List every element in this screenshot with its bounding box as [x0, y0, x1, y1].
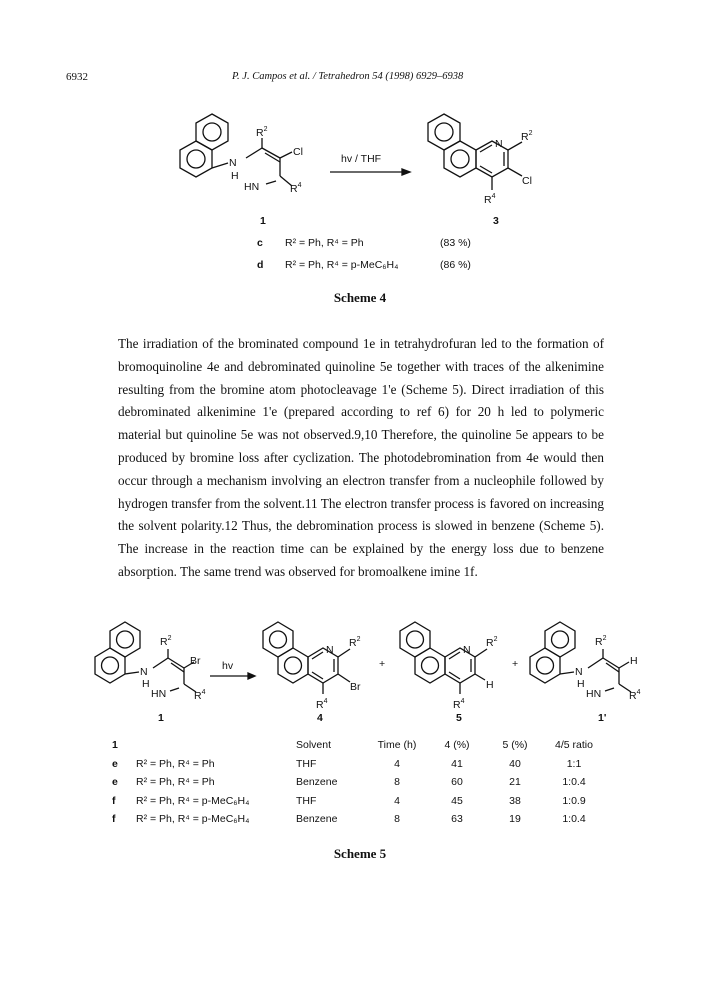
- s5-5-r2: $R^2$: [486, 636, 498, 649]
- s5-4-n: N: [326, 644, 334, 656]
- header-time: Time (h): [377, 739, 417, 752]
- label-r4-product: $R^4$: [484, 193, 496, 206]
- row-d-letter: d: [257, 259, 264, 271]
- cell-letter: e: [112, 757, 118, 770]
- header-substituents: [136, 736, 296, 755]
- row-c-letter: c: [257, 237, 263, 249]
- table-row: [112, 755, 604, 774]
- cell-yield-4: 41: [451, 757, 463, 770]
- s5-4-r2: $R^2$: [349, 636, 361, 649]
- cell-yield-4: 45: [451, 794, 463, 807]
- label-r2: $R^2$: [256, 126, 268, 139]
- table-row: [112, 810, 604, 829]
- s5-5-r4: $R^4$: [453, 698, 465, 711]
- s5-1p-hn: HN: [586, 688, 602, 700]
- plus-sign-2: +: [512, 658, 519, 670]
- running-citation: P. J. Campos et al. / Tetrahedron 54 (1998) 6929–6938: [232, 71, 464, 82]
- cell-time: 4: [394, 757, 400, 770]
- label-cl-product: Cl: [522, 175, 532, 187]
- cell-ratio: 1:0.4: [562, 813, 586, 826]
- s5-1p-r2: $R^2$: [595, 635, 607, 648]
- cell-ratio: 1:0.9: [562, 794, 586, 807]
- s5-1p-h: H: [577, 678, 585, 690]
- s5-label-h: H: [142, 678, 150, 690]
- table-row: [112, 773, 604, 792]
- row-c-yield: (83 %): [440, 237, 471, 249]
- label-n: N: [229, 157, 237, 169]
- s5-1p-r4: $R^4$: [629, 689, 641, 702]
- cell-letter: f: [112, 794, 116, 807]
- s5-1p-h-top: H: [630, 655, 638, 667]
- cell-ratio: 1:0.4: [562, 776, 586, 789]
- page-number: 6932: [66, 71, 88, 83]
- s5-1p-n: N: [575, 666, 583, 678]
- s5-id-1prime: 1': [598, 712, 607, 724]
- compound-id-3: 3: [493, 215, 499, 227]
- label-cl: Cl: [293, 146, 303, 158]
- cell-yield-5: 21: [509, 776, 521, 789]
- label-r2-product: $R^2$: [521, 130, 533, 143]
- compound-id-1: 1: [260, 215, 266, 227]
- label-r4: $R^4$: [290, 182, 302, 195]
- cell-yield-5: 40: [509, 757, 521, 770]
- header-yield-5: 5 (%): [502, 739, 528, 752]
- cell-yield-4: 60: [451, 776, 463, 789]
- plus-sign-1: +: [379, 658, 386, 670]
- label-h: H: [231, 170, 239, 182]
- s5-label-hn: HN: [151, 688, 167, 700]
- label-n-product: N: [495, 138, 503, 150]
- s5-4-br: Br: [350, 681, 361, 693]
- cell-substituents: R² = Ph, R⁴ = Ph: [136, 776, 215, 789]
- cell-substituents: R² = Ph, R⁴ = Ph: [136, 757, 215, 770]
- cell-time: 8: [394, 776, 400, 789]
- label-hn: HN: [244, 181, 260, 193]
- table-row: [112, 792, 604, 811]
- cell-solvent: THF: [296, 794, 317, 807]
- cell-letter: f: [112, 813, 116, 826]
- s5-label-r4: $R^4$: [194, 689, 206, 702]
- row-c-substituents: R² = Ph, R⁴ = Ph: [285, 237, 364, 249]
- cell-yield-4: 63: [451, 813, 463, 826]
- scheme5-labels: [0, 614, 720, 724]
- s5-label-br: Br: [190, 655, 201, 667]
- cell-yield-5: 38: [509, 794, 521, 807]
- scheme4-caption: Scheme 4: [333, 290, 387, 305]
- cell-time: 8: [394, 813, 400, 826]
- header-ratio: 4/5 ratio: [555, 739, 593, 752]
- table-header-row: [112, 736, 604, 755]
- cell-ratio: 1:1: [566, 757, 582, 770]
- row-d-substituents: R² = Ph, R⁴ = p-MeC₆H₄: [285, 259, 399, 271]
- s5-5-h: H: [486, 679, 494, 691]
- scheme5-table: [112, 736, 604, 829]
- s5-label-n: N: [140, 666, 148, 678]
- body-paragraph: The irradiation of the brominated compound 1e in tetrahydrofuran led to the formation of bromoquinoline 4e and debrominated quinoline 5e together with traces of the alkenimine resulting from the bromine atom photocleavage 1'e (Scheme 5). Direct irradiation of this debrominated alkenimine 1'e (prepared according to ref 6) for 20 h led to polymeric material but quinoline 5e was not observed.9,10 Therefore, the quinoline 5e appears to be produced by bromine loss after cyclization. The photodebromination from 4e would then occur through a mechanism involving an electron transfer from a nucleophile followed by hydrogen transfer from the solvent.11 The electron transfer process is favored on increasing the solvent polarity.12 Thus, the debromination process is slowed in benzene (Scheme 5). The increase in the reaction time can be explained by the energy loss due to benzene absorption. The same trend was observed for bromoalkene imine 1f.: [118, 336, 604, 579]
- cell-substituents: R² = Ph, R⁴ = p-MeC₆H₄: [136, 794, 250, 807]
- header-solvent: Solvent: [296, 739, 332, 752]
- cell-time: 4: [394, 794, 400, 807]
- cell-solvent: Benzene: [296, 813, 338, 826]
- s5-arrow-label: hv: [222, 660, 234, 672]
- s5-id-5: 5: [456, 712, 462, 724]
- arrow-label-hv-thf: hv / THF: [341, 153, 382, 165]
- s5-id-4: 4: [317, 712, 323, 724]
- cell-letter: e: [112, 776, 118, 789]
- cell-substituents: R² = Ph, R⁴ = p-MeC₆H₄: [136, 813, 250, 826]
- cell-yield-5: 19: [509, 813, 521, 826]
- s5-id-1: 1: [158, 712, 164, 724]
- scheme5-caption: Scheme 5: [333, 846, 387, 861]
- cell-solvent: Benzene: [296, 776, 338, 789]
- header-yield-4: 4 (%): [444, 739, 470, 752]
- s5-4-r4: $R^4$: [316, 698, 328, 711]
- s5-label-r2: $R^2$: [160, 635, 172, 648]
- row-d-yield: (86 %): [440, 259, 471, 271]
- header-compound: 1: [112, 739, 118, 752]
- s5-5-n: N: [463, 644, 471, 656]
- cell-solvent: THF: [296, 757, 317, 770]
